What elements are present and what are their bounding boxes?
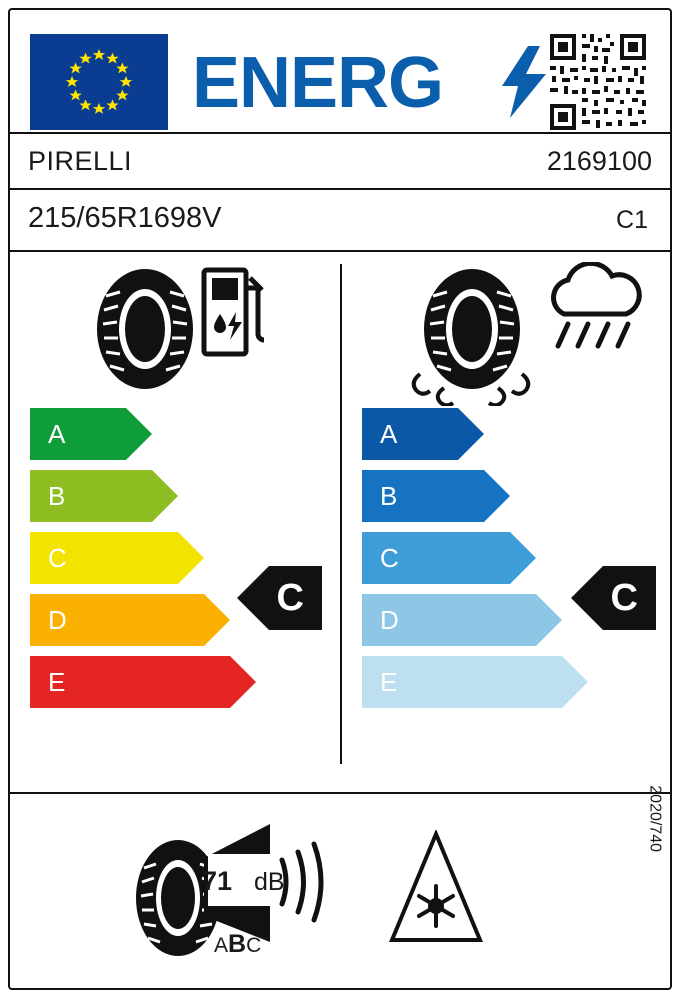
wet-grade-c <box>362 532 510 584</box>
fuel-grade-a <box>30 408 126 460</box>
brand-name: PIRELLI <box>28 146 133 176</box>
grade-row <box>342 470 672 522</box>
lightning-bolt-icon <box>502 46 546 118</box>
fuel-pictograms <box>10 250 340 400</box>
wet-grade-d <box>362 594 536 646</box>
noise-group <box>130 820 330 960</box>
brand-row <box>10 134 670 188</box>
fuel-grade-c <box>30 532 178 584</box>
noise-class-b-selected: B <box>228 930 247 958</box>
fuel-grade-e <box>30 656 230 708</box>
grade-panels <box>10 250 670 790</box>
grade-row <box>10 408 340 460</box>
fuel-pump-icon <box>200 264 266 360</box>
wet-grade-b <box>362 470 484 522</box>
noise-class-scale <box>214 930 261 959</box>
energy-label <box>8 8 672 990</box>
size-row <box>10 190 670 248</box>
grade-letter: D <box>380 604 399 635</box>
wet-grip-pictograms <box>342 250 672 400</box>
grade-letter: C <box>48 542 67 573</box>
wet-grade-e <box>362 656 562 708</box>
fuel-selected-marker <box>269 566 322 630</box>
wet-grip-selected-letter: C <box>610 576 638 619</box>
noise-db-unit: dB <box>254 868 285 896</box>
noise-db-value: 71 <box>202 866 233 896</box>
fuel-grade-d <box>30 594 204 646</box>
wet-grade-a <box>362 408 458 460</box>
grade-letter: E <box>48 666 66 697</box>
eu-flag-svg <box>30 34 168 130</box>
fuel-efficiency-panel <box>10 250 340 790</box>
tyre-size: 215/65R1698V <box>28 202 222 234</box>
label-date: 2020/740 <box>647 785 664 852</box>
fuel-grade-list <box>10 408 340 718</box>
noise-class-a: A <box>214 934 229 957</box>
wet-grip-selected-marker <box>603 566 656 630</box>
grade-row <box>342 656 672 708</box>
label-header <box>10 10 670 132</box>
grade-letter: B <box>380 480 398 511</box>
three-peak-mountain-snowflake-icon <box>388 830 484 946</box>
fuel-selected-letter: C <box>276 576 304 619</box>
wet-grip-grade-list <box>342 408 672 718</box>
grade-row <box>342 408 672 460</box>
bottom-band <box>10 785 670 990</box>
article-number: 2169100 <box>546 146 652 176</box>
tyre-wet-icon <box>404 266 540 406</box>
grade-letter: E <box>380 666 398 697</box>
grade-row <box>10 656 340 708</box>
tyre-class: C1 <box>616 206 648 234</box>
grade-letter: D <box>48 604 67 635</box>
qr-code-icon <box>548 32 648 132</box>
tyre-icon <box>90 266 200 392</box>
grade-letter: A <box>48 418 66 449</box>
grade-letter: B <box>48 480 66 511</box>
grade-letter: C <box>380 542 399 573</box>
noise-class-c: C <box>246 934 262 957</box>
wet-grip-panel <box>342 250 672 790</box>
grade-letter: A <box>380 418 398 449</box>
fuel-grade-b <box>30 470 152 522</box>
grade-row <box>10 470 340 522</box>
eu-flag-icon <box>30 34 168 130</box>
rain-cloud-icon <box>538 262 648 358</box>
page-title: ENERG <box>192 43 444 123</box>
